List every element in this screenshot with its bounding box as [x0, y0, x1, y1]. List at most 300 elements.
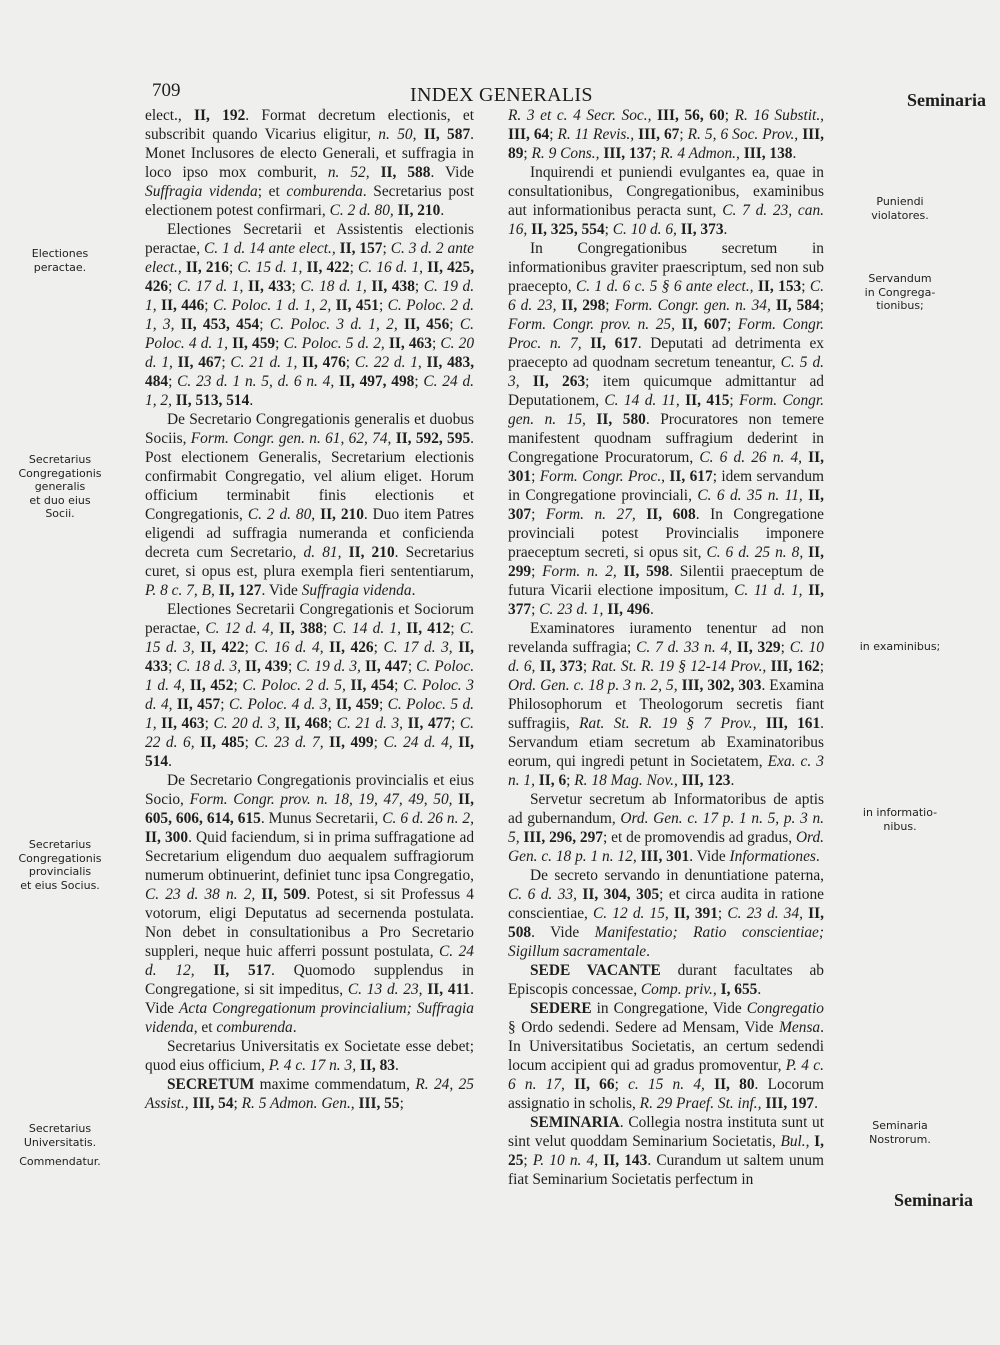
- entry-text: ;: [233, 1095, 242, 1112]
- reference-number: II, 329: [736, 639, 781, 656]
- index-entry: [145, 220, 474, 410]
- entry-text: .: [723, 221, 728, 238]
- entry-text: ;: [451, 715, 460, 732]
- reference-number: II, 453, 454: [180, 316, 260, 333]
- citation: c. 15 n. 4,: [628, 1076, 715, 1093]
- entry-text: ;: [449, 316, 460, 333]
- entry-text: ;: [531, 506, 546, 523]
- entry-text: ;: [531, 601, 540, 618]
- entry-text: . Secretarius curet, si opus est, plura exempla fieri sententiarum,: [145, 544, 474, 580]
- entry-text: ;: [605, 297, 615, 314]
- page-number: 709: [152, 80, 181, 101]
- entry-text: ;: [204, 715, 214, 732]
- citation: C. 22 d. 1,: [354, 354, 427, 371]
- entry-text: ;: [394, 677, 404, 694]
- citation: C. Poloc. 4 d. 3,: [228, 696, 336, 713]
- index-entry: [145, 106, 474, 220]
- reference-number: SEMINARIA: [530, 1114, 620, 1131]
- reference-number: II, 438: [371, 278, 415, 295]
- reference-number: III, 67: [638, 126, 680, 143]
- entry-text: Inquirendi et puniendi evulgantes ea, quae in consultationibus, Congregationibus, examinibus aut informationibus peracta sunt,: [508, 164, 824, 219]
- citation: C. 23 d. 38 n. 2,: [145, 886, 262, 903]
- margin-note-line: tionibus;: [876, 299, 924, 312]
- reference-number: II, 433: [247, 278, 292, 295]
- margin-note-line: Secretarius: [28, 453, 92, 466]
- reference-number: II, 467: [177, 354, 222, 371]
- entry-text: ;: [431, 335, 441, 352]
- reference-number: III, 137: [603, 145, 653, 162]
- reference-number: II, 307: [508, 487, 824, 523]
- entry-text: Secretarius Universitatis ex Societate esse debet; quod eius officium,: [145, 1038, 474, 1074]
- margin-note-left-2: [0, 453, 120, 521]
- reference-number: II, 508: [508, 905, 824, 941]
- index-entry: [508, 961, 824, 999]
- entry-text: .: [757, 981, 762, 998]
- reference-number: II, 456: [404, 316, 450, 333]
- reference-number: II, 446: [160, 297, 205, 314]
- entry-text: . Examina Philosophorum et Theologorum secretis fiant suffragiis,: [508, 677, 824, 732]
- entry-text: ;: [221, 354, 231, 371]
- citation: C. 21 d. 3,: [336, 715, 408, 732]
- reference-number: II, 377: [508, 582, 825, 618]
- entry-text: . Format decretum electionis, et subscribit quando Vicarius eligitur,: [145, 107, 474, 143]
- entry-text: ;: [819, 658, 825, 675]
- reference-number: III, 64: [508, 126, 550, 143]
- citation: C. 5 d. 3,: [508, 354, 825, 390]
- citation: Exa. c. 3 n. 1,: [508, 753, 824, 789]
- entry-text: . Vide: [531, 924, 595, 941]
- entry-text: ;: [523, 1152, 533, 1169]
- reference-number: I, 655: [720, 981, 758, 998]
- reference-number: II, 301: [508, 449, 824, 485]
- reference-number: II, 499: [329, 734, 374, 751]
- reference-number: II, 422: [306, 259, 350, 276]
- citation: Form. Congr. gen. n. 15,: [508, 392, 824, 428]
- entry-text: ;: [724, 107, 735, 124]
- entry-text: .: [792, 145, 797, 162]
- entry-text: ;: [168, 658, 177, 675]
- entry-text: . In Universitatibus Societatis, an certum sedendi locum accipient qui ad gradus promoventur,: [508, 1019, 824, 1074]
- index-entry: [508, 999, 824, 1113]
- citation: Form. n. 2,: [542, 563, 624, 580]
- citation: C. 23 d. 34,: [727, 905, 809, 922]
- citation: C. 6 d. 35 n. 11,: [697, 487, 809, 504]
- reference-number: III, 123: [681, 772, 731, 789]
- entry-text: . Monet Inclusores de electo Generali, et suffragia in loco ipso mox comburit,: [145, 126, 474, 181]
- entry-text: ;: [373, 734, 384, 751]
- citation: Form. Congr. Proc.,: [539, 468, 670, 485]
- reference-number: II, 415: [685, 392, 730, 409]
- reference-number: II, 608: [646, 506, 696, 523]
- entry-text: ;: [727, 316, 738, 333]
- entry-text: ;: [345, 354, 355, 371]
- index-entry: [508, 239, 824, 619]
- citation: C. 16 d. 4,: [254, 639, 330, 656]
- reference-number: III, 301: [640, 848, 690, 865]
- margin-note-right-2: [840, 272, 960, 313]
- citation: P. 4 c. 17 n. 3,: [268, 1057, 360, 1074]
- entry-text: ;: [349, 259, 358, 276]
- citation: R. 29 Praef. St. inf.,: [639, 1095, 766, 1112]
- citation: C. 24 d. 1, 2,: [145, 373, 474, 409]
- citation: C. 23 d. 1,: [539, 601, 608, 618]
- entry-text: ;: [220, 696, 229, 713]
- reference-number: II, 451: [335, 297, 379, 314]
- citation: C. 12 d. 4,: [205, 620, 279, 637]
- entry-text: .: [440, 202, 445, 219]
- entry-text: ;: [244, 639, 255, 656]
- entry-text: .: [815, 848, 820, 865]
- margin-note-line: et duo eius: [29, 493, 91, 507]
- reference-number: III, 138: [743, 145, 793, 162]
- reference-number: III, 197: [765, 1095, 815, 1112]
- margin-note-line: Electiones: [31, 247, 89, 260]
- entry-text: ;: [259, 316, 270, 333]
- entry-text: .: [394, 1057, 399, 1074]
- entry-text: . Vide: [430, 164, 474, 181]
- citation: C. 15 d. 3,: [145, 620, 475, 656]
- reference-number: II, 433: [145, 639, 475, 675]
- reference-number: III, 161: [765, 715, 821, 732]
- column-right: [508, 106, 824, 1189]
- entry-text: .: [730, 772, 735, 789]
- citation: R. 3 et c. 4 Secr. Soc.,: [508, 107, 658, 124]
- citation: comburenda: [286, 183, 363, 200]
- reference-number: II, 6: [538, 772, 567, 789]
- reference-number: II, 298: [561, 297, 606, 314]
- reference-number: II, 391: [673, 905, 718, 922]
- entry-text: ;: [373, 639, 384, 656]
- catchword: Seminaria: [894, 1190, 973, 1210]
- margin-note-line: in examinibus;: [859, 640, 941, 653]
- entry-text: ;: [233, 677, 243, 694]
- citation: C. 19 d. 3,: [296, 658, 365, 675]
- reference-number: II, 373: [680, 221, 724, 238]
- entry-text: . Servandum etiam secretum ab Examinatoribus eorum, qui ingredi petunt in Societatem,: [508, 715, 825, 770]
- citation: Mensa: [779, 1019, 821, 1036]
- entry-text: ;: [414, 373, 424, 390]
- reference-number: SECRETUM: [167, 1076, 255, 1093]
- entry-text: . Post electionem Generalis, Secretarium electionis confirmabit Congregatio, vel alium eliget. Horum officium terminabit finis electionis et Congregationis,: [145, 430, 474, 523]
- margin-note-left-5: [0, 1155, 120, 1169]
- entry-text: ;: [382, 240, 391, 257]
- entry-text: ; et de promovendis ad gradus,: [603, 829, 796, 846]
- reference-number: II, 463: [161, 715, 205, 732]
- reference-number: II, 509: [261, 886, 307, 903]
- citation: C. 2 d. 80,: [247, 506, 321, 523]
- entry-text: . Secretarius post electionem potest confirmari,: [145, 183, 474, 219]
- citation: C. 23 d. 7,: [254, 734, 330, 751]
- reference-number: II, 426: [329, 639, 374, 656]
- entry-text: § Ordo sedendi. Sedere ad Mensam, Vide: [508, 1019, 780, 1036]
- reference-number: II, 299: [508, 544, 824, 580]
- citation: C. Poloc. 5 d. 1,: [145, 696, 474, 732]
- entry-text: ;: [531, 468, 540, 485]
- entry-text: . Vide: [145, 981, 474, 1017]
- entry-text: .: [646, 943, 650, 960]
- margin-note-left-3: [0, 838, 120, 892]
- reference-number: II, 598: [623, 563, 670, 580]
- reference-number: III, 296, 297: [523, 829, 604, 846]
- entry-text: maxime commendatum,: [254, 1076, 416, 1093]
- citation: R. 24, 25 Assist.,: [145, 1076, 475, 1112]
- entry-text: Electiones Secretarii Congregationis et Sociorum peractae,: [145, 601, 474, 637]
- index-entry: [145, 1075, 474, 1113]
- citation: C. 17 d. 1,: [176, 278, 248, 295]
- citation: C. 20 d. 3,: [213, 715, 285, 732]
- reference-number: II, 83: [359, 1057, 395, 1074]
- citation: d. 81,: [303, 544, 349, 561]
- margin-note-line: Nostrorum.: [869, 1132, 931, 1146]
- citation: C. 19 d. 1,: [145, 278, 475, 314]
- margin-note-line: Universitatis.: [23, 1135, 97, 1149]
- citation: C. 12 d. 15,: [593, 905, 674, 922]
- entry-text: In Congregationibus secretum in informationibus graviter praescriptum, sed non sub praecepto,: [508, 240, 824, 295]
- entry-text: ;: [729, 392, 740, 409]
- reference-number: II, 439: [245, 658, 288, 675]
- entry-text: ;: [204, 297, 213, 314]
- reference-number: II, 388: [278, 620, 324, 637]
- citation: P. 10 n. 4,: [532, 1152, 604, 1169]
- entry-text: . Locorum assignatio in scholis,: [508, 1076, 824, 1112]
- entry-text: ;: [378, 297, 388, 314]
- entry-text: ;: [604, 221, 613, 238]
- citation: C. 16 d. 1,: [358, 259, 428, 276]
- reference-number: II, 459: [232, 335, 276, 352]
- citation: Form. Congr. prov. n. 25,: [508, 316, 682, 333]
- reference-number: III, 55: [358, 1095, 400, 1112]
- citation: Rat. St. R. 19 § 12-14 Prov.,: [591, 658, 771, 675]
- entry-text: . Duo item Patres eligendi ad suffragia numeranda et conficienda decreta cum Secretario,: [145, 506, 474, 561]
- entry-text: . In Congregatione provinciali potest Provincialis imponere praeceptum secreti, si opus sit,: [508, 506, 825, 561]
- entry-text: . Procuratores non temere manifestent quodnam suffragium dederint in Congregatione Procuratorum,: [508, 411, 824, 466]
- citation: C. 1 d. 14 ante elect.,: [204, 240, 340, 257]
- entry-text: .: [249, 392, 254, 409]
- citation: Form. Congr. prov. n. 18, 19, 47, 49, 50,: [189, 791, 459, 808]
- index-entry: [508, 1113, 824, 1189]
- margin-note-line: Secretarius: [28, 838, 92, 851]
- citation: Ord. Gen. c. 18 p. 1 n. 12,: [508, 829, 825, 865]
- margin-note-line: in Congrega-: [864, 285, 936, 299]
- reference-number: II, 459: [335, 696, 379, 713]
- citation: R. 5 Admon. Gen.,: [241, 1095, 359, 1112]
- entry-text: ;: [399, 1095, 404, 1112]
- reference-number: II, 157: [339, 240, 383, 257]
- entry-text: . Quid faciendum, si in prima suffragatione ad Secretarium eligendum duo aequalem suffragiorum numerum obtinuerint, definiet tunc ipsa Congregatio,: [145, 829, 475, 884]
- entry-text: . Munus Secretarii,: [260, 810, 383, 827]
- reference-number: III, 89: [508, 126, 825, 162]
- entry-text: durant facultates ab Episcopis concessae,: [508, 962, 824, 998]
- reference-number: II, 584: [775, 297, 820, 314]
- citation: Form. n. 27,: [545, 506, 647, 523]
- citation: C. 6 d. 26 n. 2,: [382, 810, 474, 827]
- margin-note-right-5: [840, 1119, 960, 1146]
- margin-note-line: Secretarius: [28, 1122, 92, 1135]
- citation: Manifestatio; Ratio conscientiae; Sigillum sacramentale: [508, 924, 824, 960]
- citation: P. 8 c. 7, B,: [145, 582, 219, 599]
- entry-text: in Congregatione, Vide: [591, 1000, 747, 1017]
- reference-number: II, 517: [213, 962, 272, 979]
- entry-text: ;: [614, 1076, 629, 1093]
- citation: R. 4 Admon.,: [660, 145, 744, 162]
- citation: C. 7 d. 23, can. 16,: [508, 202, 824, 238]
- margin-note-line: Servandum: [868, 272, 932, 285]
- entry-text: ;: [168, 373, 178, 390]
- index-entry: [145, 1037, 474, 1075]
- reference-number: II, 513, 514: [175, 392, 250, 409]
- citation: C. 10 d. 6,: [612, 221, 681, 238]
- margin-note-line: Congregationis: [18, 851, 102, 865]
- entry-text: ;: [378, 696, 388, 713]
- entry-text: . Vide: [261, 582, 302, 599]
- entry-text: elect.,: [145, 107, 195, 124]
- reference-number: II, 66: [574, 1076, 615, 1093]
- entry-text: ;: [566, 772, 575, 789]
- margin-note-line: nibus.: [883, 819, 917, 833]
- entry-text: .: [168, 753, 172, 770]
- citation: C. 13 d. 23,: [347, 981, 428, 998]
- citation: Rat. St. R. 19 § 7 Prov.,: [579, 715, 766, 732]
- reference-number: II, 263: [532, 373, 586, 390]
- margin-note-line: in informatio-: [862, 806, 938, 819]
- entry-text: De Secretario Congregationis provincialis et eius Socio,: [145, 772, 474, 808]
- reference-number: II, 412: [406, 620, 451, 637]
- reference-number: II, 457: [176, 696, 221, 713]
- citation: Comp. priv.,: [640, 981, 721, 998]
- citation: C. Poloc. 2 d. 1, 3,: [145, 297, 474, 333]
- margin-note-right-3: [840, 640, 960, 654]
- citation: C. 6 d. 33,: [508, 886, 583, 903]
- reference-number: III, 54: [192, 1095, 234, 1112]
- margin-note-line: provincialis: [28, 865, 92, 878]
- entry-text: ; et: [257, 183, 287, 200]
- entry-text: ;: [679, 126, 688, 143]
- reference-number: SEDERE: [530, 1000, 592, 1017]
- margin-note-line: Congregationis: [18, 466, 102, 480]
- reference-number: II, 514: [145, 734, 475, 770]
- reference-number: II, 496: [607, 601, 650, 618]
- entry-text: ; item quicumque admittantur ad Deputationem,: [508, 373, 825, 409]
- entry-text: . Potest, si sit Professus 4 votorum, eligi Deputatus ad secernenda postulata. Non debet in consultationibus a Pro Secretario suppleri, neque huic afferri possunt postulata,: [145, 886, 474, 960]
- entry-text: .: [649, 601, 654, 618]
- citation: C. Poloc. 5 d. 2,: [283, 335, 389, 352]
- reference-number: II, 325, 554: [531, 221, 605, 238]
- citation: P. 4 c. 6 n. 17,: [508, 1057, 824, 1093]
- reference-number: II, 304, 305: [582, 886, 660, 903]
- margin-note-line: Seminaria: [872, 1119, 928, 1132]
- margin-note-right-4: [840, 806, 960, 833]
- entry-text: De secreto servando in denuntiatione paterna,: [530, 867, 824, 884]
- entry-text: , et: [193, 1019, 217, 1036]
- entry-text: ;: [244, 734, 255, 751]
- reference-number: II, 192: [194, 107, 246, 124]
- index-entry: [508, 866, 824, 961]
- citation: Congregatio: [746, 1000, 824, 1017]
- reference-number: II, 463: [388, 335, 432, 352]
- entry-text: ;: [780, 639, 790, 656]
- citation: C. 22 d. 6,: [145, 715, 475, 751]
- entry-text: ;: [168, 278, 177, 295]
- margin-note-line: Commendatur.: [19, 1155, 101, 1168]
- entry-text: ;: [291, 278, 301, 295]
- citation: C. 3 d. 2 ante elect.,: [145, 240, 475, 276]
- citation: Bul.,: [780, 1133, 815, 1150]
- margin-note-line: Puniendi: [876, 195, 924, 208]
- reference-number: II, 411: [427, 981, 471, 998]
- citation: R. 5, 6 Soc. Prov.,: [687, 126, 803, 143]
- reference-number: II, 607: [681, 316, 728, 333]
- reference-number: II, 447: [364, 658, 408, 675]
- entry-text: ;: [523, 145, 532, 162]
- reference-number: II, 216: [185, 259, 229, 276]
- index-entry: [145, 771, 474, 1037]
- entry-text: Servetur secretum ab Informatoribus de aptis ad gubernandum,: [508, 791, 824, 827]
- reference-number: II, 468: [284, 715, 328, 732]
- reference-number: II, 587: [423, 126, 471, 143]
- reference-number: II, 485: [200, 734, 245, 751]
- reference-number: II, 497, 498: [338, 373, 415, 390]
- entry-text: ; et circa audita in ratione conscientiae,: [508, 886, 824, 922]
- reference-number: II, 592, 595: [395, 430, 471, 447]
- entry-text: Examinatores iuramento tenentur ad non revelanda suffragia;: [508, 620, 824, 656]
- entry-text: ;: [450, 620, 460, 637]
- entry-text: ;: [801, 278, 810, 295]
- citation: C. 2 d. 80,: [329, 202, 398, 219]
- citation: C. 7 d. 33 n. 4,: [636, 639, 737, 656]
- entry-text: . Silentii praeceptum de futura Vicarii electione impositum,: [508, 563, 825, 599]
- reference-number: II, 454: [350, 677, 395, 694]
- citation: C. 11 d. 1,: [734, 582, 809, 599]
- reference-number: II, 425, 426: [145, 259, 475, 295]
- reference-number: II, 617: [590, 335, 638, 352]
- citation: C. 10 d. 6,: [508, 639, 825, 675]
- entry-text: Electiones Secretarii et Assistentis electionis peractae,: [145, 221, 474, 257]
- margin-note-line: peractae.: [33, 260, 87, 274]
- running-head: Seminaria: [907, 90, 986, 110]
- reference-number: I, 25: [508, 1133, 824, 1169]
- reference-number: II, 617: [669, 468, 713, 485]
- reference-number: III, 162: [770, 658, 820, 675]
- citation: n. 52,: [327, 164, 381, 181]
- entry-text: . Collegia nostra instituta sunt ut sint velut quoddam Seminarium Societatis,: [508, 1114, 824, 1150]
- entry-text: ;: [407, 658, 417, 675]
- margin-note-left-4: [0, 1122, 120, 1149]
- entry-text: . Curandum ut saltem unum fiat Seminarium Societatis perfectum in: [508, 1152, 825, 1188]
- index-entry: [508, 619, 824, 790]
- citation: C. Poloc. 1 d. 4,: [145, 658, 475, 694]
- reference-number: II, 483, 484: [145, 354, 475, 390]
- entry-text: ;: [717, 905, 728, 922]
- citation: C. 18 d. 1,: [300, 278, 372, 295]
- citation: C. 24 d. 12,: [145, 943, 474, 979]
- citation: C. 1 d. 6 c. 5 § 6 ante elect.,: [576, 278, 758, 295]
- citation: R. 16 Substit.,: [734, 107, 825, 124]
- index-entry: [508, 106, 824, 163]
- margin-note-line: et eius Socius.: [20, 878, 100, 892]
- citation: C. 17 d. 3,: [383, 639, 459, 656]
- reference-number: II, 476: [302, 354, 346, 371]
- citation: C. 15 d. 1,: [237, 259, 307, 276]
- citation: Ord. Gen. c. 17 p. 1 n. 5, p. 3 n. 5,: [508, 810, 824, 846]
- entry-text: .: [411, 582, 416, 599]
- reference-number: II, 477: [407, 715, 452, 732]
- entry-text: ;: [327, 715, 337, 732]
- citation: Suffragia videnda: [145, 183, 258, 200]
- reference-number: II, 80: [714, 1076, 755, 1093]
- entry-text: .: [292, 1019, 297, 1036]
- citation: C. Poloc. 4 d. 1,: [145, 316, 475, 352]
- citation: C. Poloc. 1 d. 1, 2,: [212, 297, 336, 314]
